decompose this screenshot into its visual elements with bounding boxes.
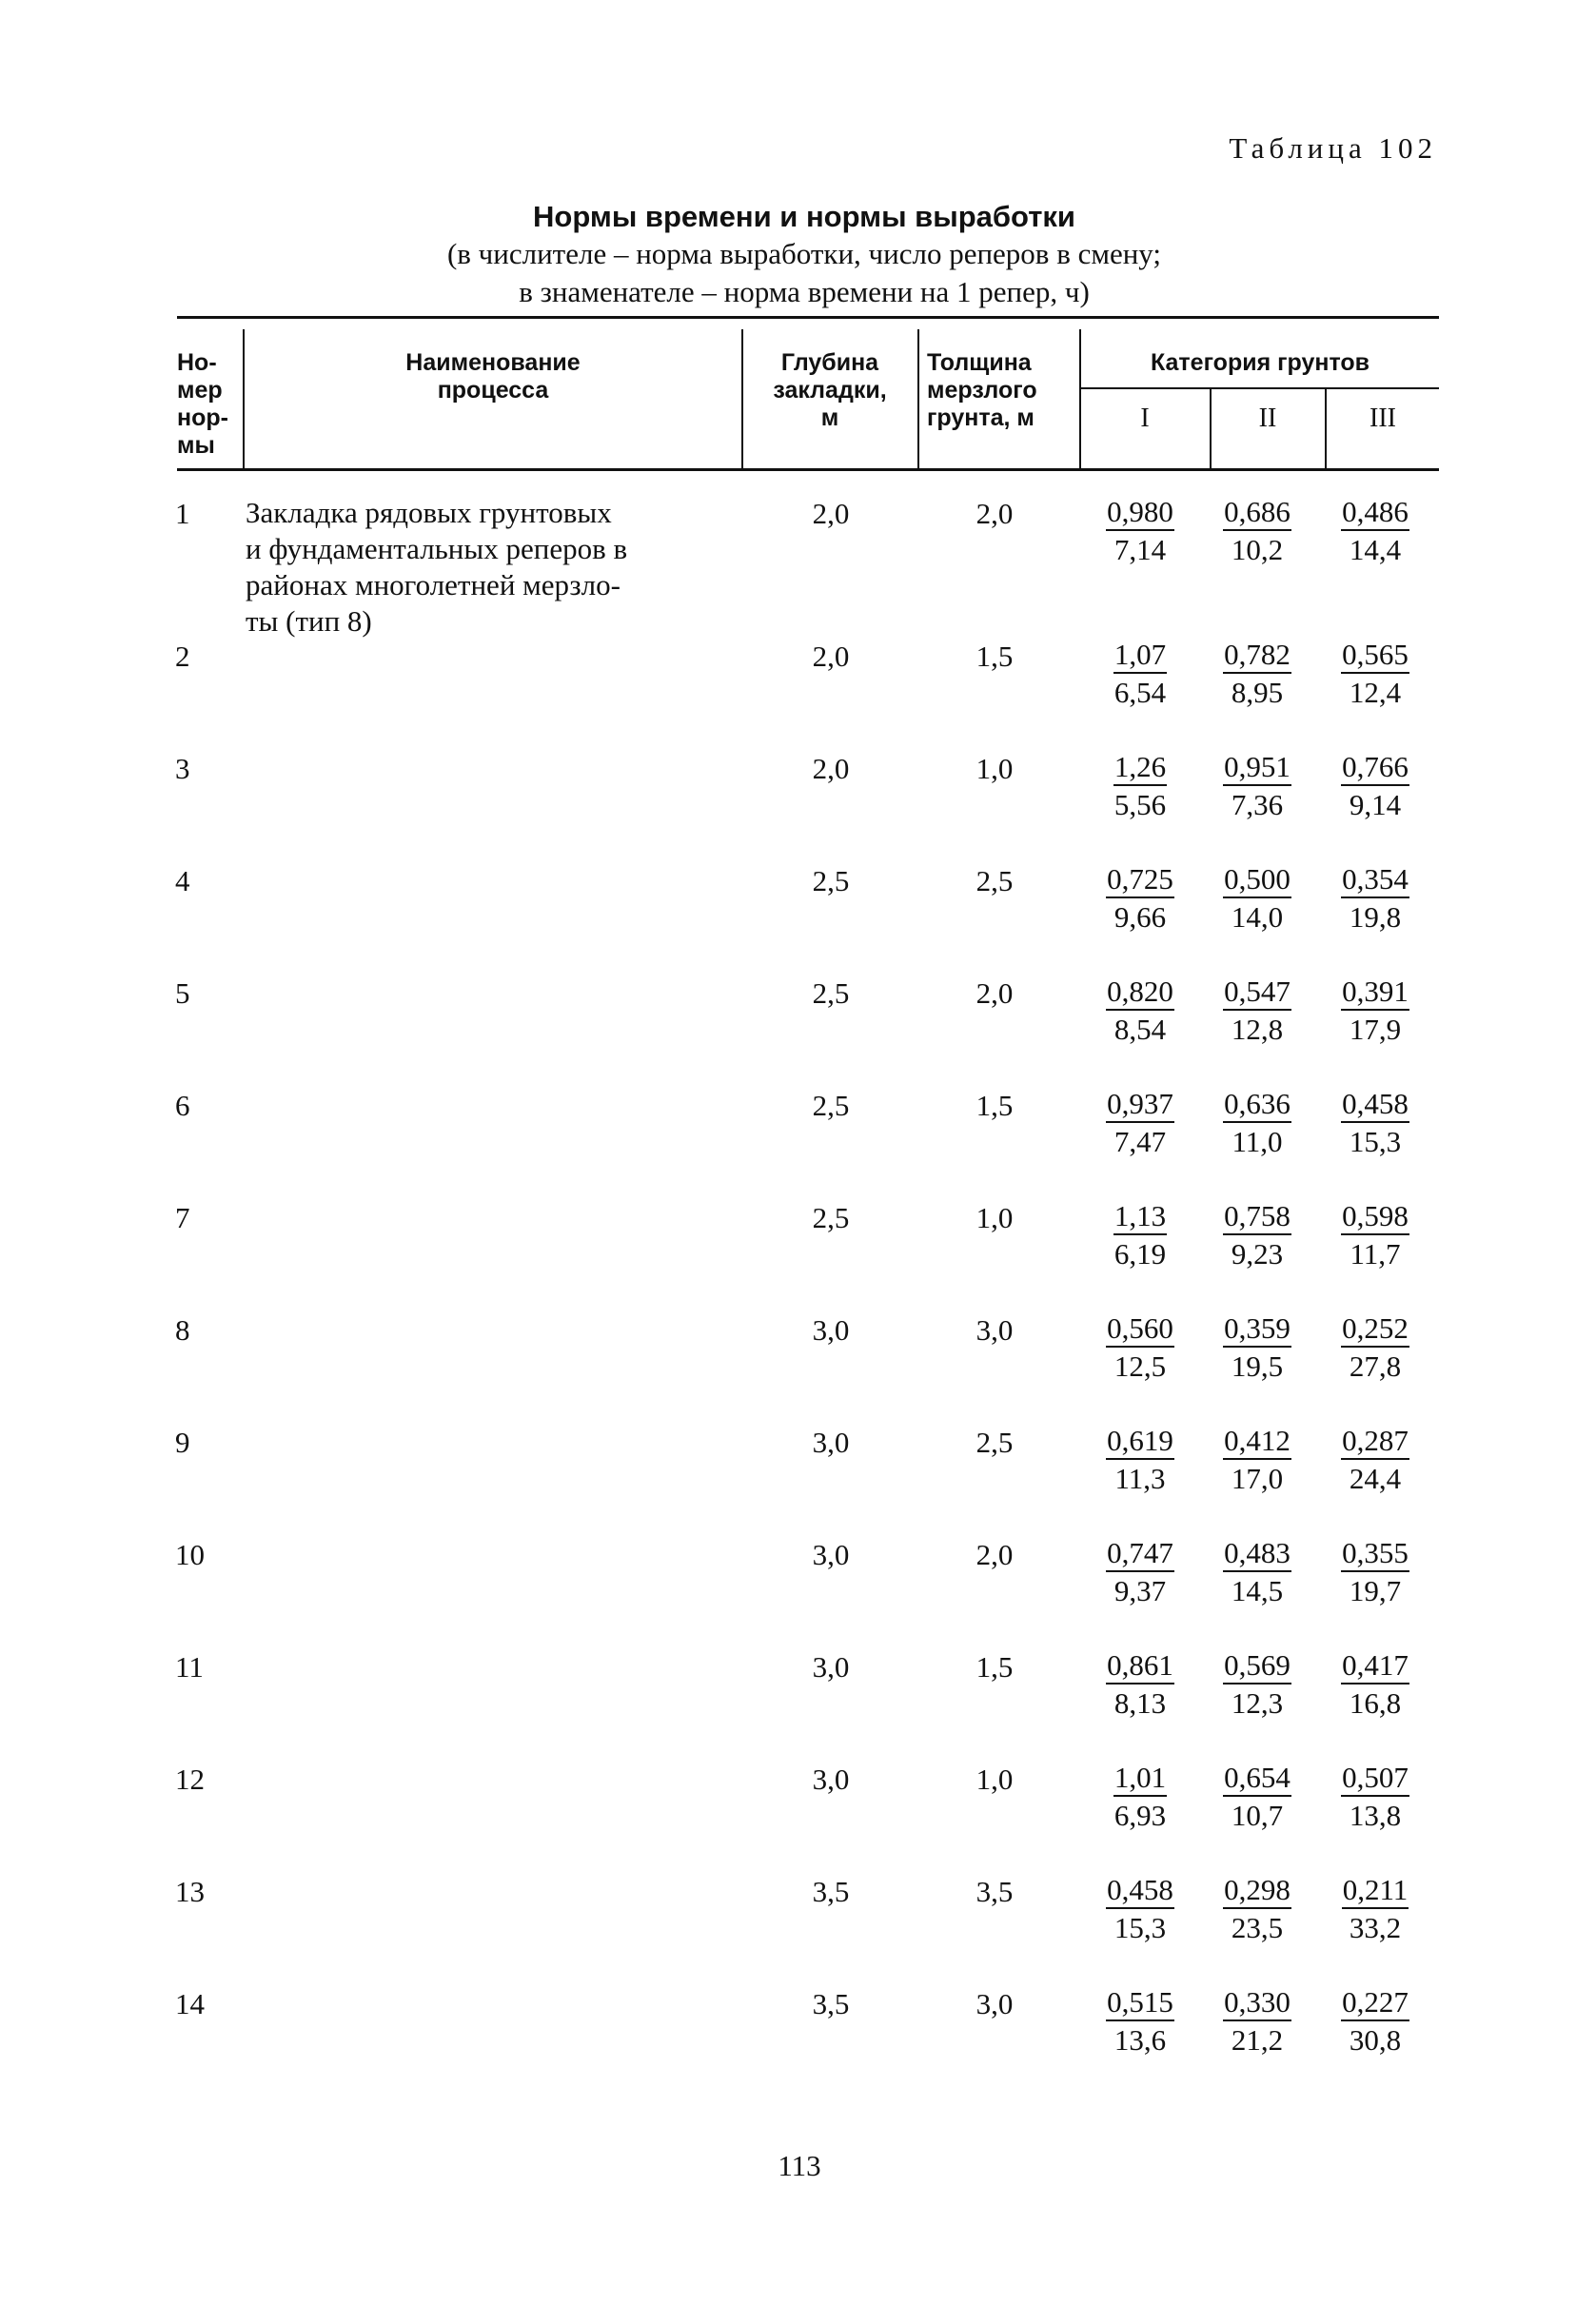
time-norm: 10,7 xyxy=(1231,1799,1284,1832)
time-norm: 27,8 xyxy=(1349,1350,1402,1383)
table-row xyxy=(0,1761,1596,1856)
category-1-fraction xyxy=(1088,1087,1192,1161)
output-norm: 0,483 xyxy=(1223,1536,1291,1572)
thickness-value: 2,0 xyxy=(975,976,1014,1010)
table-row xyxy=(0,1311,1596,1407)
category-3-fraction xyxy=(1323,1761,1428,1835)
thickness-value: 3,5 xyxy=(975,1875,1014,1908)
output-norm: 0,782 xyxy=(1223,638,1291,674)
table-row xyxy=(0,1873,1596,1968)
header-soil-category: Категория грунтов xyxy=(1150,349,1370,376)
table-row xyxy=(0,1087,1596,1182)
output-norm: 0,359 xyxy=(1223,1311,1291,1348)
category-3-fraction xyxy=(1323,862,1428,936)
time-norm: 21,2 xyxy=(1231,2023,1284,2057)
depth-value: 2,0 xyxy=(812,640,850,673)
time-norm: 11,3 xyxy=(1114,1462,1166,1495)
category-1-fraction xyxy=(1088,1873,1192,1947)
category-1-fraction xyxy=(1088,1199,1192,1273)
time-norm: 6,54 xyxy=(1113,676,1167,709)
output-norm: 0,354 xyxy=(1341,862,1409,898)
thickness-value: 1,0 xyxy=(975,1201,1014,1234)
category-3-fraction xyxy=(1323,1648,1428,1723)
thickness-value: 1,5 xyxy=(975,1650,1014,1684)
time-norm: 7,47 xyxy=(1113,1125,1167,1158)
table-row xyxy=(0,638,1596,733)
time-norm: 7,14 xyxy=(1113,533,1167,566)
thickness-value: 2,0 xyxy=(975,1538,1014,1571)
norm-number: 11 xyxy=(175,1650,204,1684)
header-depth: Глубина закладки, м xyxy=(773,349,887,431)
category-2-fraction xyxy=(1205,1761,1310,1835)
depth-value: 3,0 xyxy=(812,1763,850,1796)
norm-number: 9 xyxy=(175,1426,190,1459)
time-norm: 8,54 xyxy=(1113,1013,1167,1046)
depth-value: 2,5 xyxy=(812,1201,850,1234)
time-norm: 9,14 xyxy=(1349,788,1402,821)
table-row xyxy=(0,750,1596,845)
time-norm: 6,19 xyxy=(1113,1237,1167,1271)
category-1-fraction xyxy=(1088,1536,1192,1610)
output-norm: 0,252 xyxy=(1341,1311,1409,1348)
time-norm: 19,8 xyxy=(1349,900,1402,934)
output-norm: 0,298 xyxy=(1223,1873,1291,1909)
thickness-value: 2,0 xyxy=(975,497,1014,530)
header-norm-number: Но- мер нор- мы xyxy=(177,349,228,459)
time-norm: 12,8 xyxy=(1231,1013,1284,1046)
time-norm: 30,8 xyxy=(1349,2023,1402,2057)
output-norm: 0,355 xyxy=(1341,1536,1409,1572)
time-norm: 6,93 xyxy=(1113,1799,1167,1832)
depth-value: 3,0 xyxy=(812,1650,850,1684)
category-1-fraction xyxy=(1088,862,1192,936)
output-norm: 0,486 xyxy=(1341,495,1409,531)
table-label: Таблица 102 xyxy=(1229,131,1437,165)
time-norm: 12,4 xyxy=(1349,676,1402,709)
category-1-fraction xyxy=(1088,975,1192,1049)
time-norm: 23,5 xyxy=(1231,1911,1284,1944)
output-norm: 1,01 xyxy=(1113,1761,1167,1797)
category-1-fraction xyxy=(1088,750,1192,824)
time-norm: 5,56 xyxy=(1113,788,1167,821)
header-frozen-thickness: Толщина мерзлого грунта, м xyxy=(927,349,1037,431)
output-norm: 0,330 xyxy=(1223,1985,1291,2021)
output-norm: 0,211 xyxy=(1342,1873,1409,1909)
depth-value: 3,0 xyxy=(812,1538,850,1571)
depth-value: 2,5 xyxy=(812,864,850,897)
time-norm: 8,95 xyxy=(1231,676,1284,709)
norm-number: 2 xyxy=(175,640,190,673)
time-norm: 13,6 xyxy=(1113,2023,1167,2057)
category-1-fraction xyxy=(1088,638,1192,712)
time-norm: 17,9 xyxy=(1349,1013,1402,1046)
output-norm: 0,417 xyxy=(1341,1648,1409,1684)
output-norm: 0,287 xyxy=(1341,1424,1409,1460)
time-norm: 7,36 xyxy=(1231,788,1284,821)
depth-value: 2,5 xyxy=(812,976,850,1010)
norm-number: 8 xyxy=(175,1313,190,1347)
time-norm: 33,2 xyxy=(1349,1911,1402,1944)
norm-number: 10 xyxy=(175,1538,205,1571)
table-row xyxy=(0,1536,1596,1631)
category-1-fraction xyxy=(1088,1424,1192,1498)
output-norm: 0,820 xyxy=(1106,975,1174,1011)
time-norm: 11,7 xyxy=(1350,1237,1401,1271)
table-subtitle-line-2: в знаменателе – норма времени на 1 репер, ч) xyxy=(519,275,1090,308)
output-norm: 1,13 xyxy=(1113,1199,1167,1235)
output-norm: 0,937 xyxy=(1106,1087,1174,1123)
process-name: Закладка рядовых грунтовых и фундаментальных реперов в районах многолетней мерзло- ты (тип 8) xyxy=(246,496,628,638)
category-3-fraction xyxy=(1323,975,1428,1049)
output-norm: 0,725 xyxy=(1106,862,1174,898)
page-number: 113 xyxy=(778,2149,821,2182)
time-norm: 9,37 xyxy=(1113,1574,1167,1607)
category-3-fraction xyxy=(1323,1873,1428,1947)
time-norm: 14,0 xyxy=(1231,900,1284,934)
depth-value: 2,5 xyxy=(812,1089,850,1122)
category-2-fraction xyxy=(1205,1536,1310,1610)
time-norm: 12,5 xyxy=(1113,1350,1167,1383)
output-norm: 0,569 xyxy=(1223,1648,1291,1684)
category-1-fraction xyxy=(1088,1311,1192,1386)
thickness-value: 1,0 xyxy=(975,752,1014,785)
depth-value: 3,5 xyxy=(812,1875,850,1908)
time-norm: 19,5 xyxy=(1231,1350,1284,1383)
output-norm: 0,565 xyxy=(1341,638,1409,674)
time-norm: 9,23 xyxy=(1231,1237,1284,1271)
thickness-value: 3,0 xyxy=(975,1313,1014,1347)
output-norm: 0,980 xyxy=(1106,495,1174,531)
header-category-1: I xyxy=(1140,404,1150,433)
time-norm: 14,4 xyxy=(1349,533,1402,566)
norm-number: 7 xyxy=(175,1201,190,1234)
time-norm: 16,8 xyxy=(1349,1686,1402,1720)
output-norm: 0,458 xyxy=(1341,1087,1409,1123)
category-2-fraction xyxy=(1205,1985,1310,2059)
output-norm: 0,458 xyxy=(1106,1873,1174,1909)
category-3-fraction xyxy=(1323,1199,1428,1273)
output-norm: 0,758 xyxy=(1223,1199,1291,1235)
table-subtitle-line-1: (в числителе – норма выработки, число реперов в смену; xyxy=(446,237,1162,270)
output-norm: 0,412 xyxy=(1223,1424,1291,1460)
category-2-fraction xyxy=(1205,1311,1310,1386)
category-3-fraction xyxy=(1323,1536,1428,1610)
output-norm: 0,951 xyxy=(1223,750,1291,786)
category-2-fraction xyxy=(1205,862,1310,936)
norm-number: 13 xyxy=(175,1875,205,1908)
category-3-fraction xyxy=(1323,1985,1428,2059)
time-norm: 19,7 xyxy=(1349,1574,1402,1607)
thickness-value: 1,0 xyxy=(975,1763,1014,1796)
category-3-fraction xyxy=(1323,1087,1428,1161)
time-norm: 15,3 xyxy=(1113,1911,1167,1944)
category-3-fraction xyxy=(1323,750,1428,824)
category-2-fraction xyxy=(1205,495,1310,569)
output-norm: 0,547 xyxy=(1223,975,1291,1011)
category-2-fraction xyxy=(1205,1424,1310,1498)
category-3-fraction xyxy=(1323,1311,1428,1386)
output-norm: 0,227 xyxy=(1341,1985,1409,2021)
output-norm: 0,747 xyxy=(1106,1536,1174,1572)
table-row xyxy=(0,1985,1596,2080)
thickness-value: 3,0 xyxy=(975,1987,1014,2020)
output-norm: 0,636 xyxy=(1223,1087,1291,1123)
category-2-fraction xyxy=(1205,638,1310,712)
header-category-2: II xyxy=(1258,404,1277,433)
category-3-fraction xyxy=(1323,495,1428,569)
norm-number: 12 xyxy=(175,1763,205,1796)
category-3-fraction xyxy=(1323,638,1428,712)
table-row xyxy=(0,975,1596,1070)
thickness-value: 1,5 xyxy=(975,1089,1014,1122)
output-norm: 0,619 xyxy=(1106,1424,1174,1460)
time-norm: 24,4 xyxy=(1349,1462,1402,1495)
category-2-fraction xyxy=(1205,975,1310,1049)
header-process-name: Наименование процесса xyxy=(405,349,581,404)
time-norm: 11,0 xyxy=(1231,1125,1283,1158)
header-category-3: III xyxy=(1369,404,1396,433)
category-2-fraction xyxy=(1205,1873,1310,1947)
table-row xyxy=(0,1648,1596,1744)
output-norm: 0,560 xyxy=(1106,1311,1174,1348)
output-norm: 0,507 xyxy=(1341,1761,1409,1797)
output-norm: 0,515 xyxy=(1106,1985,1174,2021)
time-norm: 17,0 xyxy=(1231,1462,1284,1495)
category-2-fraction xyxy=(1205,1199,1310,1273)
time-norm: 10,2 xyxy=(1231,533,1284,566)
norm-number: 6 xyxy=(175,1089,190,1122)
depth-value: 3,0 xyxy=(812,1313,850,1347)
category-1-fraction xyxy=(1088,1761,1192,1835)
output-norm: 0,654 xyxy=(1223,1761,1291,1797)
thickness-value: 1,5 xyxy=(975,640,1014,673)
depth-value: 2,0 xyxy=(812,497,850,530)
category-2-fraction xyxy=(1205,1648,1310,1723)
category-1-fraction xyxy=(1088,1985,1192,2059)
output-norm: 1,26 xyxy=(1113,750,1167,786)
time-norm: 13,8 xyxy=(1349,1799,1402,1832)
category-2-fraction xyxy=(1205,750,1310,824)
output-norm: 0,391 xyxy=(1341,975,1409,1011)
time-norm: 8,13 xyxy=(1113,1686,1167,1720)
thickness-value: 2,5 xyxy=(975,1426,1014,1459)
category-1-fraction xyxy=(1088,1648,1192,1723)
output-norm: 0,861 xyxy=(1106,1648,1174,1684)
table-row xyxy=(0,495,1596,638)
output-norm: 0,766 xyxy=(1341,750,1409,786)
output-norm: 0,598 xyxy=(1341,1199,1409,1235)
category-3-fraction xyxy=(1323,1424,1428,1498)
depth-value: 3,0 xyxy=(812,1426,850,1459)
table-title: Нормы времени и нормы выработки xyxy=(533,200,1075,233)
table-row xyxy=(0,1424,1596,1519)
table-row xyxy=(0,1199,1596,1294)
time-norm: 14,5 xyxy=(1231,1574,1284,1607)
time-norm: 15,3 xyxy=(1349,1125,1402,1158)
category-1-fraction xyxy=(1088,495,1192,569)
category-2-fraction xyxy=(1205,1087,1310,1161)
norm-number: 14 xyxy=(175,1987,205,2020)
output-norm: 1,07 xyxy=(1113,638,1167,674)
norm-number: 3 xyxy=(175,752,190,785)
depth-value: 2,0 xyxy=(812,752,850,785)
depth-value: 3,5 xyxy=(812,1987,850,2020)
norm-number: 4 xyxy=(175,864,190,897)
output-norm: 0,686 xyxy=(1223,495,1291,531)
norm-number: 5 xyxy=(175,976,190,1010)
thickness-value: 2,5 xyxy=(975,864,1014,897)
output-norm: 0,500 xyxy=(1223,862,1291,898)
table-row xyxy=(0,862,1596,957)
time-norm: 9,66 xyxy=(1113,900,1167,934)
time-norm: 12,3 xyxy=(1231,1686,1284,1720)
norm-number: 1 xyxy=(175,497,190,530)
